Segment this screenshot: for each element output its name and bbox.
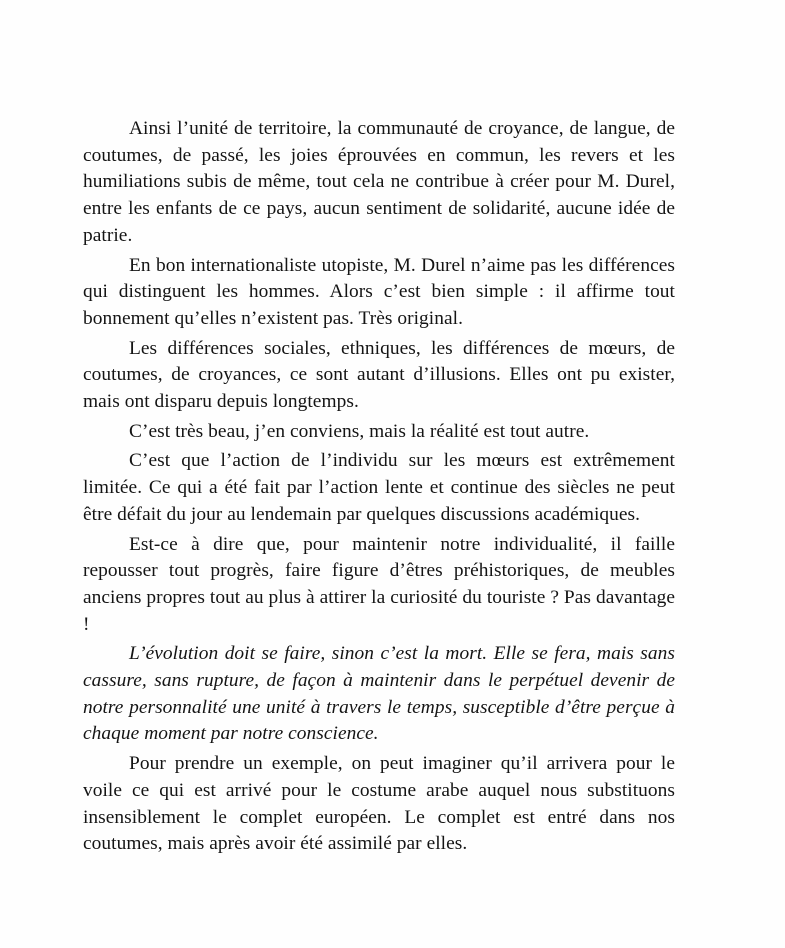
paragraph-7-italic: L’évolution doit se faire, sinon c’est la mort. Elle se fera, mais sans cassure, sans rupture, de façon à maintenir dans le perpétuel devenir de notre personnalité une unité à travers le temps, susceptible d’être perçue à chaque moment par notre conscience.: [83, 643, 675, 745]
paragraph-1: Ainsi l’unité de territoire, la communauté de croyance, de langue, de coutumes, de passé, les joies éprouvées en commun, les revers et les humiliations subis de même, tout cela ne contribue à créer pour M. Durel, entre les enfants de ce pays, aucun sentiment de solidarité, aucune idée de patrie.: [83, 118, 675, 246]
paragraph-5: C’est que l’action de l’individu sur les mœurs est extrêmement limitée. Ce qui a été fait par l’action lente et continue des siècles ne peut être défait du jour au lendemain par quelques discussions académiques.: [83, 450, 675, 525]
paragraph-8: Pour prendre un exemple, on peut imaginer qu’il arrivera pour le voile ce qui est arrivé pour le costume arabe auquel nous substituons insensiblement le complet européen. Le complet est entré dans nos coutumes, mais après avoir été assimilé par elles.: [83, 753, 675, 855]
paragraph-3: Les différences sociales, ethniques, les différences de mœurs, de coutumes, de croyances, ce sont autant d’illusions. Elles ont pu exister, mais ont disparu depuis longtemps.: [83, 337, 675, 413]
paragraph-2: En bon internationaliste utopiste, M. Durel n’aime pas les différences qui distinguent les hommes. Alors c’est bien simple : il affirme tout bonnement qu’elles n’existent pas. Très original.: [83, 254, 675, 329]
paragraph-4: C’est très beau, j’en conviens, mais la réalité est tout autre.: [129, 420, 590, 442]
body-text: [83, 116, 675, 861]
paragraph-6: Est-ce à dire que, pour maintenir notre individualité, il faille repousser tout progrès, faire figure d’êtres préhistoriques, de meubles anciens propres tout au plus à attirer la curiosité du touriste ? Pas davantage !: [83, 533, 675, 635]
